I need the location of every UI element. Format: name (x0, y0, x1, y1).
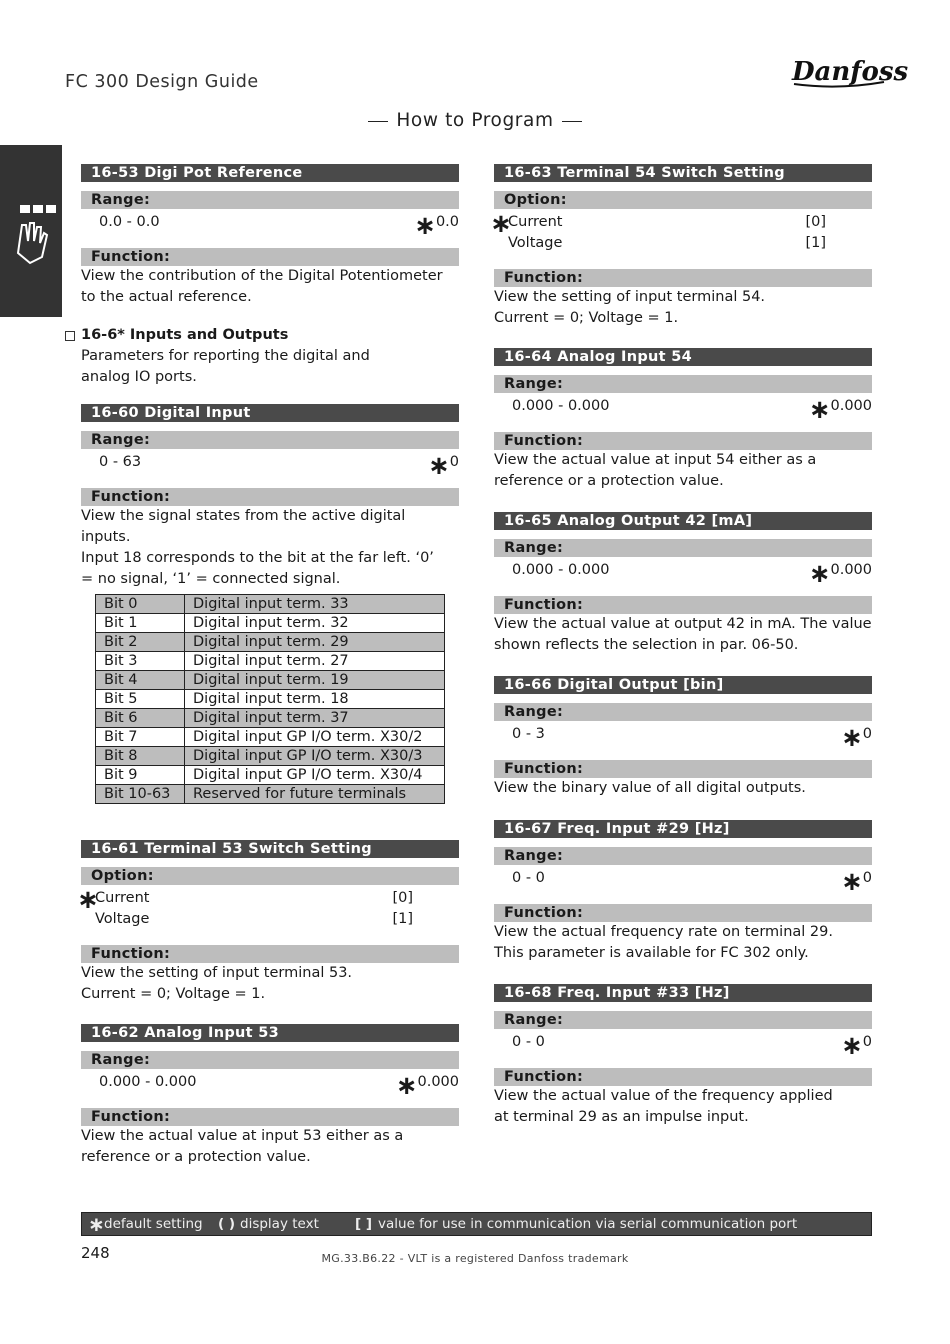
function-text: View the contribution of the Digital Potentiometer to the actual reference. (81, 268, 443, 305)
param-title: 16-60 Digital Input (81, 404, 459, 422)
legend-star-icon: ∗ (88, 1212, 105, 1236)
param-title: 16-61 Terminal 53 Switch Setting (81, 840, 459, 858)
range-row (494, 723, 872, 753)
range-row (494, 1031, 872, 1061)
range-label: Range: (81, 1051, 459, 1069)
param-16-66 (494, 676, 872, 799)
function-text: View the actual value at input 53 either as a reference or a protection value. (81, 1128, 404, 1165)
default-value: ∗0.000 (395, 1071, 459, 1101)
option-label: Option: (494, 191, 872, 209)
option-label: Option: (81, 867, 459, 885)
table-row: Bit 5 Digital input term. 18 (96, 690, 445, 709)
param-title: 16-68 Freq. Input #33 [Hz] (494, 984, 872, 1002)
document-title: FC 300 Design Guide (65, 72, 259, 92)
range-label: Range: (81, 431, 459, 449)
param-title: 16-65 Analog Output 42 [mA] (494, 512, 872, 530)
range-row (494, 559, 872, 589)
function-text: View the setting of input terminal 54. Current = 0; Voltage = 1. (494, 289, 766, 326)
default-star-icon: ∗ (808, 395, 831, 425)
range-row (494, 867, 872, 897)
function-text: View the actual value of the frequency applied at terminal 29 as an impulse input. (494, 1088, 833, 1125)
range-row (81, 211, 459, 241)
function-label: Function: (494, 269, 872, 287)
function-text: View the setting of input terminal 53. Current = 0; Voltage = 1. (81, 965, 353, 1002)
param-title: 16-62 Analog Input 53 (81, 1024, 459, 1042)
group-title: 16-6* Inputs and Outputs (81, 325, 459, 346)
default-value: ∗0 (840, 867, 872, 897)
function-label: Function: (81, 945, 459, 963)
range-label: Range: (494, 375, 872, 393)
range-row (81, 1071, 459, 1101)
table-row: Bit 3 Digital input term. 27 (96, 652, 445, 671)
table-row: Bit 7 Digital input GP I/O term. X30/2 (96, 728, 445, 747)
param-16-65 (494, 512, 872, 656)
function-label: Function: (81, 248, 459, 266)
table-row: Bit 10-63 Reserved for future terminals (96, 785, 445, 804)
function-label: Function: (494, 1068, 872, 1086)
table-row: Bit 4 Digital input term. 19 (96, 671, 445, 690)
table-row: Bit 9 Digital input GP I/O term. X30/4 (96, 766, 445, 785)
legend-display: display text (240, 1216, 319, 1232)
legend-bar (81, 1212, 872, 1236)
table-row: Bit 0 Digital input term. 33 (96, 595, 445, 614)
range-row (81, 451, 459, 481)
default-star-icon: ∗ (427, 451, 450, 481)
function-text: View the actual value at output 42 in mA. The value shown reflects the selection in par. 06-50. (494, 616, 872, 653)
function-text: View the actual frequency rate on terminal 29. This parameter is available for FC 302 only. (494, 924, 833, 961)
range-label: Range: (494, 847, 872, 865)
range-label: Range: (494, 539, 872, 557)
range-value: 0.000 - 0.000 (512, 398, 610, 414)
range-label: Range: (81, 191, 459, 209)
title-dash-left (368, 121, 388, 122)
danfoss-logo (788, 52, 909, 92)
range-value: 0.0 - 0.0 (99, 214, 160, 230)
title-dash-right (562, 121, 582, 122)
function-label: Function: (494, 432, 872, 450)
function-text: View the signal states from the active digital inputs. Input 18 corresponds to the bit at the far left. ‘0’ = no signal, ‘1’ = connected signal. (81, 508, 434, 587)
group-description: Parameters for reporting the digital and analog IO ports. (81, 348, 370, 385)
option-row: ∗ Current [0] (77, 885, 413, 915)
param-16-61 (77, 840, 459, 1005)
range-row (494, 395, 872, 425)
legend-paren: ( ) (218, 1216, 236, 1232)
default-value: ∗0.000 (808, 559, 872, 589)
function-text: View the binary value of all digital outputs. (494, 780, 806, 796)
default-value: ∗0.0 (414, 211, 459, 241)
option-row: Voltage [1] (95, 911, 413, 927)
page-number: 248 (81, 1244, 110, 1262)
param-16-64 (494, 348, 872, 492)
range-label: Range: (494, 1011, 872, 1029)
range-value: 0 - 0 (512, 870, 545, 886)
default-star-icon: ∗ (490, 209, 512, 239)
default-star-icon: ∗ (840, 1031, 863, 1061)
table-row: Bit 6 Digital input term. 37 (96, 709, 445, 728)
default-value: ∗0 (840, 723, 872, 753)
param-16-60 (81, 404, 459, 590)
param-title: 16-66 Digital Output [bin] (494, 676, 872, 694)
param-title: 16-64 Analog Input 54 (494, 348, 872, 366)
table-row: Bit 8 Digital input GP I/O term. X30/3 (96, 747, 445, 766)
range-value: 0.000 - 0.000 (99, 1074, 197, 1090)
range-value: 0 - 63 (99, 454, 142, 470)
function-text: View the actual value at input 54 either as a reference or a protection value. (494, 452, 817, 489)
function-label: Function: (494, 760, 872, 778)
param-title: 16-67 Freq. Input #29 [Hz] (494, 820, 872, 838)
group-16-6 (81, 325, 459, 388)
function-label: Function: (494, 596, 872, 614)
logo-text: Danfoss (792, 57, 909, 87)
param-title: 16-63 Terminal 54 Switch Setting (494, 164, 872, 182)
default-star-icon: ∗ (840, 723, 863, 753)
option-row: ∗ Current [0] (490, 209, 826, 239)
param-title: 16-53 Digi Pot Reference (81, 164, 459, 182)
range-value: 0.000 - 0.000 (512, 562, 610, 578)
digital-input-bits-table (95, 594, 445, 804)
default-star-icon: ∗ (395, 1071, 418, 1101)
default-star-icon: ∗ (840, 867, 863, 897)
legend-bracket: [ ] (355, 1216, 373, 1232)
param-16-63 (490, 164, 872, 329)
param-16-53 (81, 164, 459, 308)
table-row: Bit 2 Digital input term. 29 (96, 633, 445, 652)
default-value: ∗0.000 (808, 395, 872, 425)
param-16-67 (494, 820, 872, 964)
option-row: Voltage [1] (508, 235, 826, 251)
trademark-notice: MG.33.B6.22 - VLT is a registered Danfoss trademark (321, 1252, 629, 1265)
section-title-text: How to Program (396, 110, 554, 131)
range-label: Range: (494, 703, 872, 721)
table-row: Bit 1 Digital input term. 32 (96, 614, 445, 633)
chapter-side-tab (0, 145, 62, 317)
range-value: 0 - 3 (512, 726, 545, 742)
function-label: Function: (81, 488, 459, 506)
range-value: 0 - 0 (512, 1034, 545, 1050)
default-value: ∗0 (427, 451, 459, 481)
param-16-68 (494, 984, 872, 1128)
default-star-icon: ∗ (808, 559, 831, 589)
checkbox-icon (65, 331, 75, 341)
function-label: Function: (81, 1108, 459, 1126)
function-label: Function: (494, 904, 872, 922)
default-star-icon: ∗ (414, 211, 436, 241)
legend-default: default setting (104, 1216, 203, 1232)
param-16-62 (81, 1024, 459, 1168)
programming-hand-icon (0, 145, 62, 317)
default-star-icon: ∗ (77, 885, 99, 915)
section-title (0, 110, 950, 131)
default-value: ∗0 (840, 1031, 872, 1061)
legend-serial: value for use in communication via serial communication port (378, 1216, 798, 1232)
